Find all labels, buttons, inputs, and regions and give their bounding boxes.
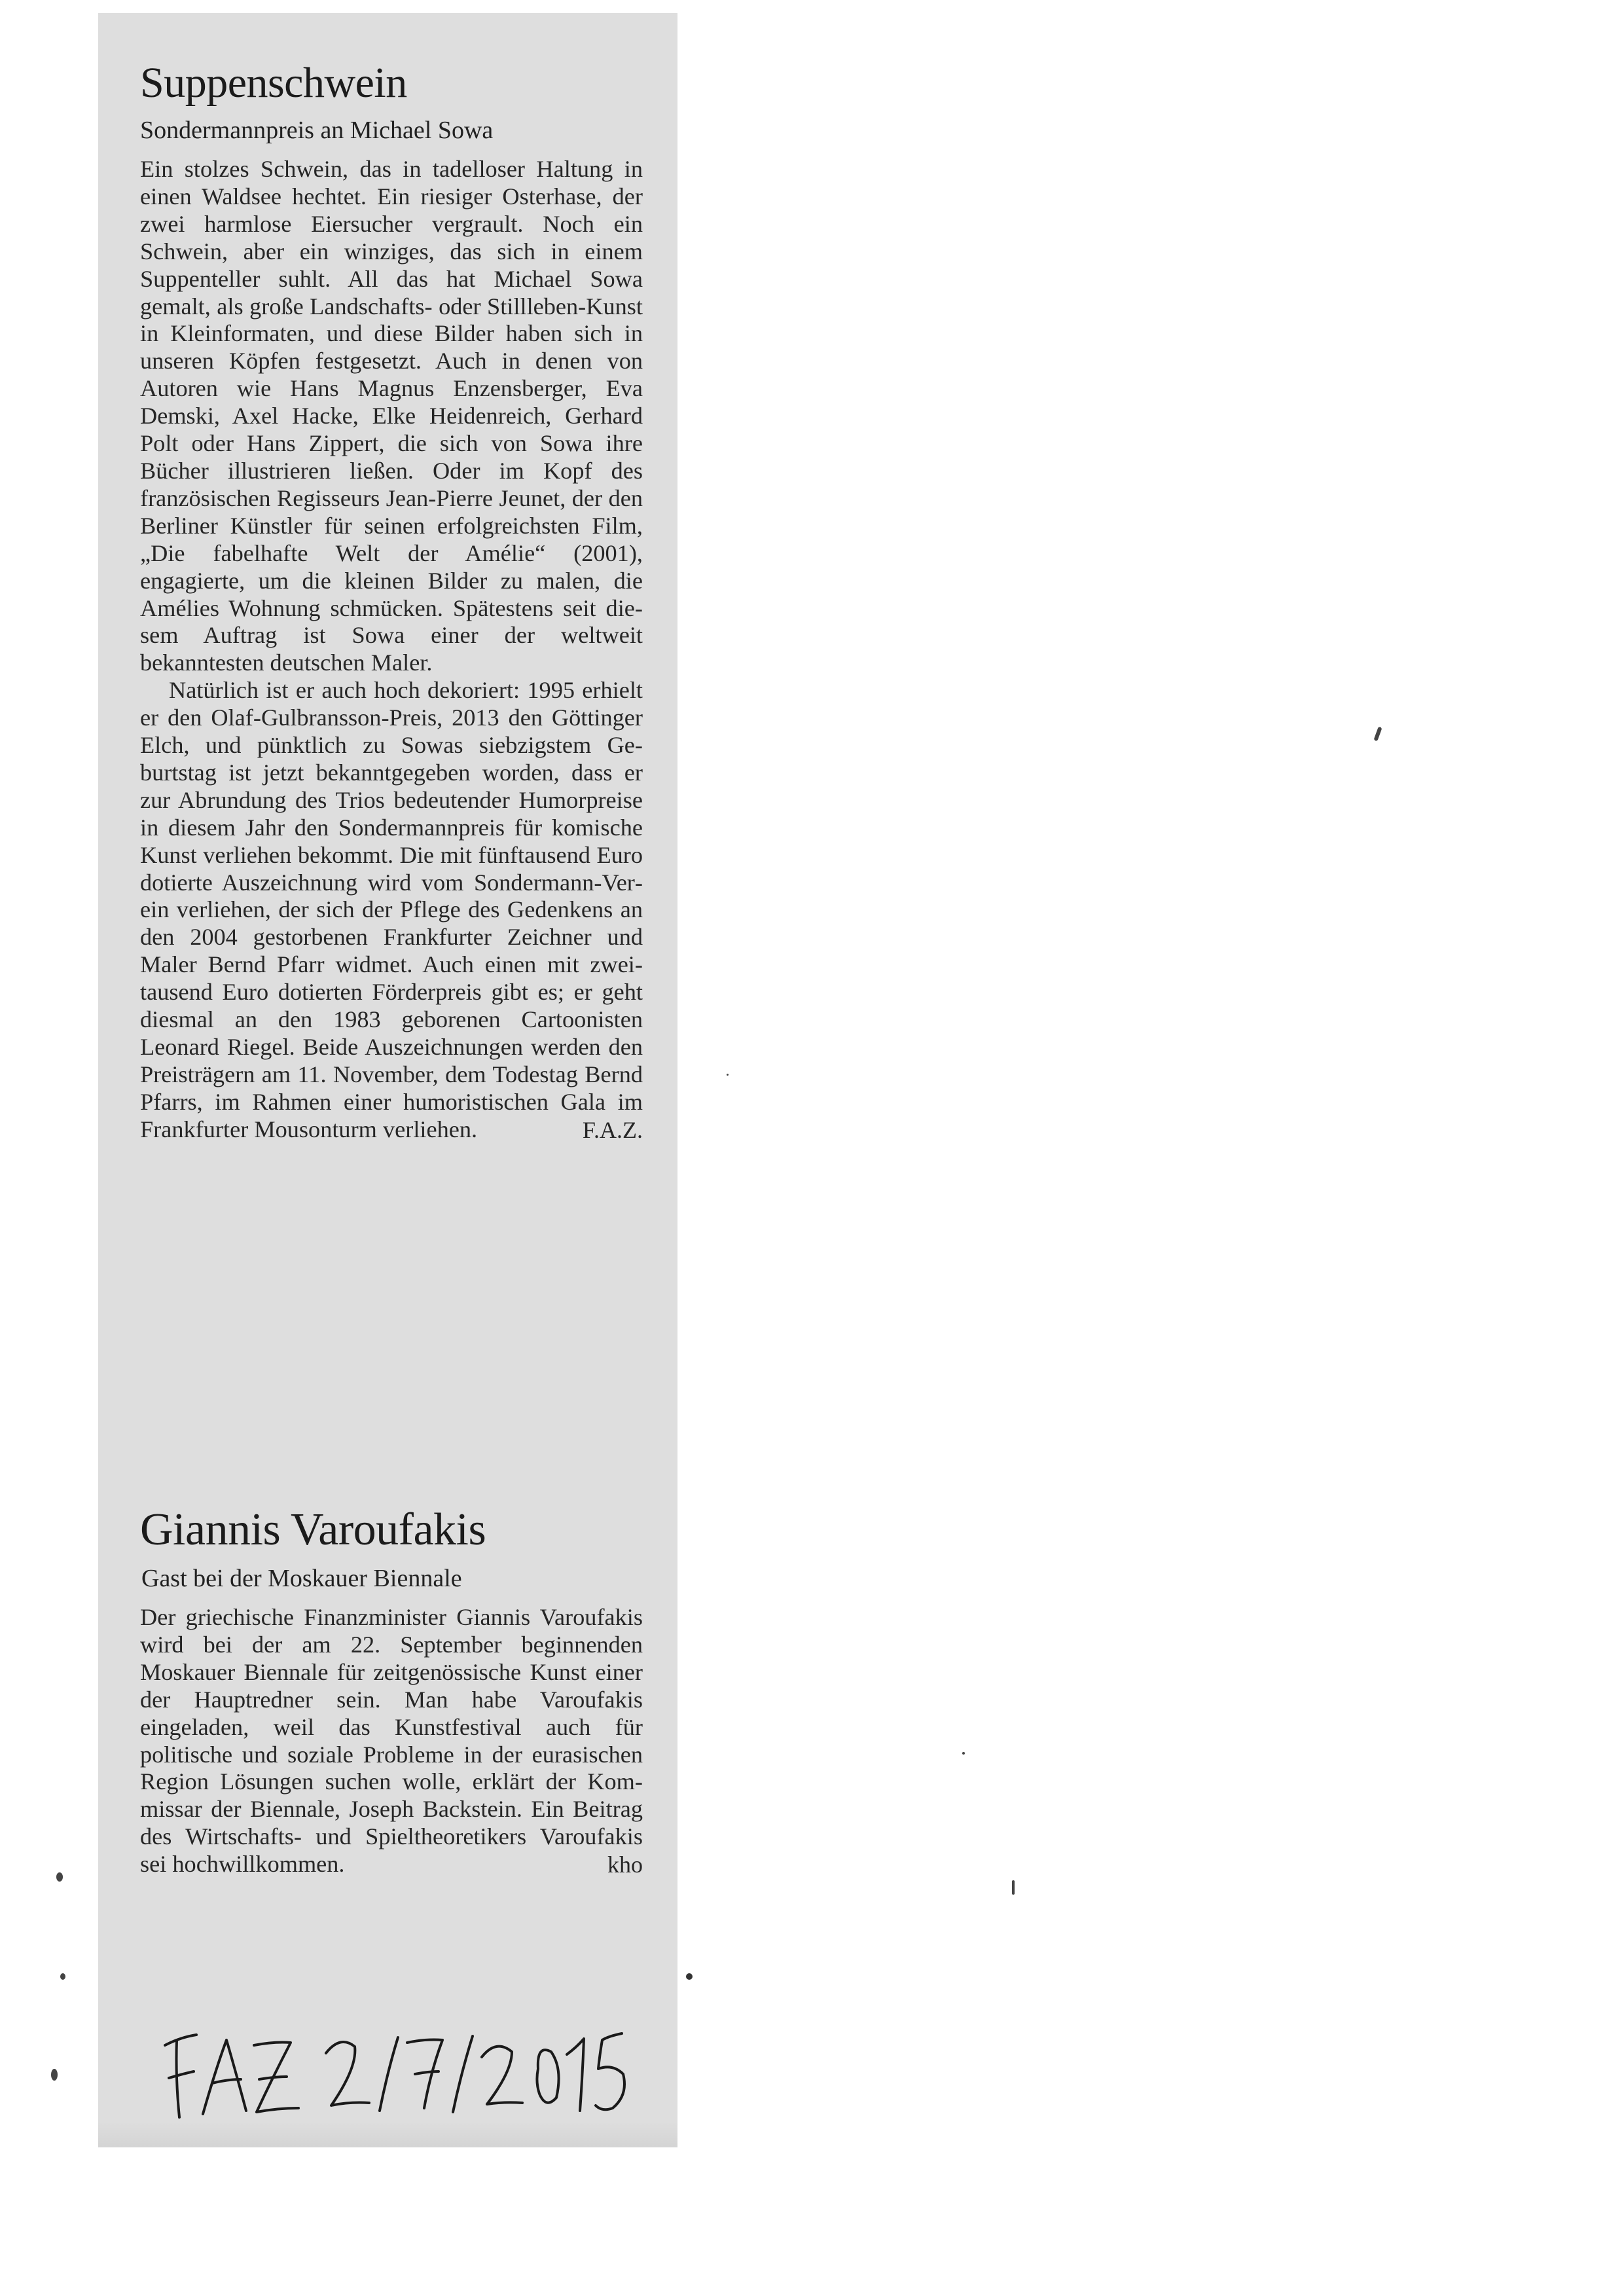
author-signature: F.A.Z. [582,1116,643,1143]
article-varoufakis [140,1504,643,1878]
article-suppenschwein [140,58,643,1144]
article-headline: Suppenschwein [140,59,407,107]
scan-speck [962,1752,965,1755]
handwritten-date-note [151,2006,635,2130]
article-paragraph [140,677,643,1143]
scan-speck [1012,1880,1015,1895]
scan-speck [1373,727,1382,742]
end-mark [686,1973,693,1980]
article-headline: Giannis Varoufakis [140,1504,486,1555]
article-body [140,1604,643,1878]
scan-speck [51,2069,58,2081]
article-subhead: Gast bei der Moskauer Biennale [141,1565,462,1592]
article-subhead: Sondermannpreis an Michael Sowa [140,117,494,144]
article-paragraph: Ein stolzes Schwein, das in tadelloser Haltung in einen Waldsee hechtet. Ein riesiger Osterhase, der zwei harmlose Eiersucher vergrault. Noch ein Schwein, aber ein winziges, das sich in einem Suppenteller suhlt. All das hat Michael Sowa gemalt, als große Landschafts- oder Stillleben-Kunst in Kleinformaten, und diese Bilder haben sich in unseren Köpfen festgesetzt. Auch in denen von Autoren wie Hans Magnus Enzensberger, Eva Demski, Axel Hacke, Elke Heidenreich, Gerhard Polt oder Hans Zippert, die sich von Sowa ihre Bücher illustrieren ließen. Oder im Kopf des französischen Regisseurs Jean-Pierre Jeunet, der den Berliner Künstler für seinen erfolgreichsten Film, „Die fabelhafte Welt der Amélie“ (2001), engagierte, um die kleinen Bilder zu malen, die Amélies Wohnung schmücken. Spätestens seit diesem Auftrag ist Sowa einer der weltweit bekanntesten deutschen Maler. [140,156,643,676]
scan-speck [727,1074,729,1076]
newspaper-clipping [98,13,677,2147]
scan-speck [56,1872,63,1882]
scan-speck [60,1973,65,1980]
article-body [140,156,643,1144]
author-signature: kho [607,1851,643,1878]
article-paragraph-text: Natürlich ist er auch hoch dekoriert: 1995 erhielt er den Olaf-Gulbransson-Preis, 2013 den Göttinger Elch, und pünktlich zu Sowas siebzigstem Geburtstag ist jetzt bekanntgegeben worden, dass er zur Abrundung des Trios bedeutender Humorpreise in diesem Jahr den Sondermannpreis für komische Kunst verliehen bekommt. Die mit fünftausend Euro dotierte Auszeichnung wird vom Sondermann-Verein verliehen, der sich der Pflege des Gedenkens an den 2004 gestorbenen Frankfurter Zeichner und Maler Bernd Pfarr widmet. Auch einen mit zweitausend Euro dotierten Förderpreis gibt es; er geht diesmal an den 1983 geborenen Cartoonisten Leonard Riegel. Beide Auszeichnungen werden den Preisträgern am 11. November, dem Todestag Bernd Pfarrs, im Rahmen einer humoristischen Gala im Frankfurter Mousonturm verliehen. [140,677,643,1142]
article-paragraph: Der griechische Finanzminister Giannis Varoufakis wird bei der am 22. September beginnenden Moskauer Biennale für zeitgenössische Kunst einer der Hauptredner sein. Man habe Varoufakis eingeladen, weil das Kunstfestival auch für politische und soziale Probleme in der eurasischen Region Lösungen suchen wolle, erklärt der Kommissar der Biennale, Joseph Backstein. Ein Beitrag des Wirtschafts- und Spieltheoretikers Varoufakis sei hochwillkommen. [140,1604,643,1878]
